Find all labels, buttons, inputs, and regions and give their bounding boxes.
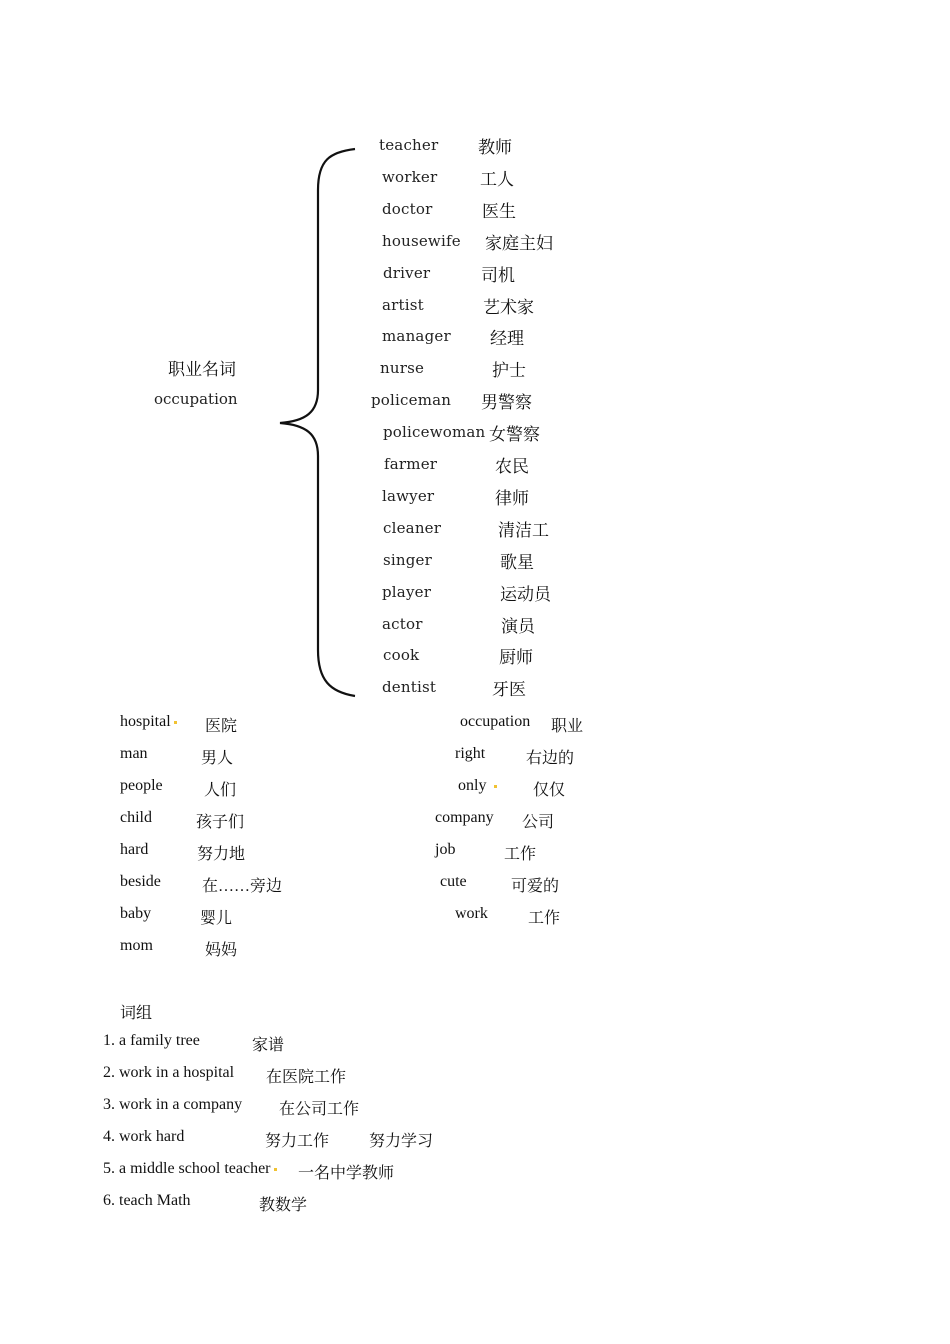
occupation-item-en: singer — [383, 550, 433, 569]
mark-dot — [494, 785, 497, 788]
vocab-word — [455, 745, 485, 763]
vocab-word-text: hospital — [120, 713, 171, 730]
vocab-word — [120, 873, 161, 891]
occupation-item-zh: 艺术家 — [483, 297, 534, 318]
occupation-item-en: artist — [382, 295, 424, 314]
occupation-item-zh: 男警察 — [481, 393, 532, 414]
vocab-meaning: 右边的 — [526, 750, 575, 767]
vocab-meaning: 孩子们 — [196, 814, 245, 831]
vocab-meaning: 仅仅 — [533, 782, 566, 799]
occupation-item-zh: 牙医 — [492, 680, 526, 701]
occupation-item-zh: 演员 — [501, 616, 535, 637]
occupation-item-zh: 家庭主妇 — [485, 233, 553, 254]
brace-icon — [270, 140, 360, 700]
occupation-item-zh: 歌星 — [500, 552, 534, 573]
vocab-word-text: right — [455, 745, 486, 762]
vocab-meaning: 职业 — [551, 718, 584, 735]
vocab-word — [440, 873, 467, 891]
occupation-item-en: nurse — [380, 359, 425, 378]
vocab-meaning: 婴儿 — [200, 910, 233, 927]
vocab-word — [120, 841, 148, 859]
occupation-item-zh: 律师 — [495, 488, 529, 509]
occupation-item-en: housewife — [382, 231, 461, 250]
occupation-item-zh: 农民 — [495, 457, 529, 477]
vocab-meaning: 男人 — [201, 750, 234, 767]
occupation-item-en: lawyer — [382, 486, 435, 505]
vocab-word-text: job — [435, 841, 456, 858]
vocab-word-text: man — [120, 745, 148, 762]
phrase-text: 4. work hard — [103, 1128, 185, 1145]
phrases-heading: 词组 — [120, 1005, 153, 1022]
vocab-word — [120, 745, 148, 763]
phrase-item — [103, 1096, 242, 1114]
occupation-item-zh: 女警察 — [489, 425, 540, 446]
vocab-word — [455, 905, 488, 923]
occupation-item-en: manager — [382, 327, 451, 346]
occupation-item-en: doctor — [382, 199, 433, 218]
occupation-item-en: actor — [382, 614, 423, 633]
occupation-item-en: player — [382, 582, 432, 601]
vocab-meaning: 人们 — [204, 782, 237, 799]
vocab-word-text: people — [120, 777, 163, 794]
vocab-word-text: child — [120, 809, 152, 826]
phrase-meaning: 努力工作 — [265, 1133, 330, 1150]
vocab-meaning: 医院 — [205, 718, 238, 735]
vocab-meaning: 在……旁边 — [202, 878, 283, 895]
vocab-meaning: 妈妈 — [205, 942, 238, 959]
vocab-word — [120, 777, 163, 795]
vocab-word — [120, 713, 177, 731]
diagram-title-en: occupation — [154, 390, 238, 408]
phrase-text: 1. a family tree — [103, 1032, 200, 1049]
vocab-word — [120, 937, 153, 955]
vocab-word — [435, 841, 455, 859]
phrase-meaning: 教数学 — [259, 1197, 308, 1214]
phrase-text: 5. a middle school teacher — [103, 1160, 271, 1177]
vocab-word-text: cute — [440, 873, 467, 890]
vocab-meaning: 工作 — [528, 910, 561, 927]
occupation-item-zh: 厨师 — [499, 648, 533, 669]
occupation-item-en: policewoman — [383, 423, 486, 442]
diagram-title-zh: 职业名词 — [168, 360, 236, 380]
occupation-item-zh: 司机 — [481, 265, 515, 286]
occupation-item-en: dentist — [382, 678, 437, 697]
occupation-item-zh: 教师 — [478, 138, 512, 158]
phrase-item — [103, 1192, 191, 1210]
vocab-word — [120, 809, 152, 827]
occupation-item-zh: 工人 — [480, 169, 514, 190]
vocab-word — [120, 905, 151, 923]
vocab-word — [460, 713, 530, 731]
occupation-item-zh: 护士 — [492, 361, 526, 382]
phrase-text: 6. teach Math — [103, 1192, 191, 1209]
phrase-item — [103, 1160, 277, 1178]
mark-dot — [174, 721, 177, 724]
vocab-word-text: mom — [120, 937, 153, 954]
vocab-meaning: 努力地 — [197, 846, 246, 863]
vocab-word-text: company — [435, 809, 494, 826]
vocab-word — [458, 777, 497, 795]
occupation-item-en: farmer — [384, 455, 438, 473]
occupation-item-zh: 医生 — [482, 201, 516, 222]
phrase-text: 3. work in a company — [103, 1096, 243, 1113]
occupation-item-en: driver — [383, 263, 431, 282]
occupation-item-en: teacher — [379, 136, 439, 154]
vocab-word-text: hard — [120, 841, 149, 858]
occupation-item-en: cleaner — [383, 518, 442, 537]
vocab-meaning: 可爱的 — [511, 878, 560, 895]
phrase-item — [103, 1064, 234, 1082]
occupation-item-zh: 清洁工 — [498, 520, 549, 541]
vocab-meaning: 公司 — [522, 814, 555, 831]
phrase-item — [103, 1128, 184, 1146]
phrase-meaning: 在医院工作 — [266, 1069, 347, 1086]
occupation-item-en: policeman — [371, 391, 452, 410]
phrase-meaning: 在公司工作 — [279, 1101, 360, 1118]
phrase-meaning: 家谱 — [252, 1037, 285, 1054]
phrase-meaning-2: 努力学习 — [369, 1133, 434, 1150]
vocab-word-text: occupation — [460, 713, 531, 730]
vocab-word — [435, 809, 494, 827]
vocab-word-text: baby — [120, 905, 152, 922]
vocab-word-text: beside — [120, 873, 161, 890]
occupation-item-en: cook — [383, 646, 420, 665]
occupation-item-en: worker — [382, 167, 438, 186]
occupation-item-zh: 运动员 — [500, 584, 551, 605]
occupation-item-zh: 经理 — [490, 329, 524, 350]
phrase-meaning: 一名中学教师 — [298, 1165, 395, 1182]
vocab-meaning: 工作 — [504, 846, 537, 863]
vocab-word-text: only — [458, 777, 487, 794]
vocab-word-text: work — [455, 905, 488, 922]
phrase-item — [103, 1032, 200, 1050]
mark-dot — [274, 1168, 277, 1171]
phrase-text: 2. work in a hospital — [103, 1064, 235, 1081]
